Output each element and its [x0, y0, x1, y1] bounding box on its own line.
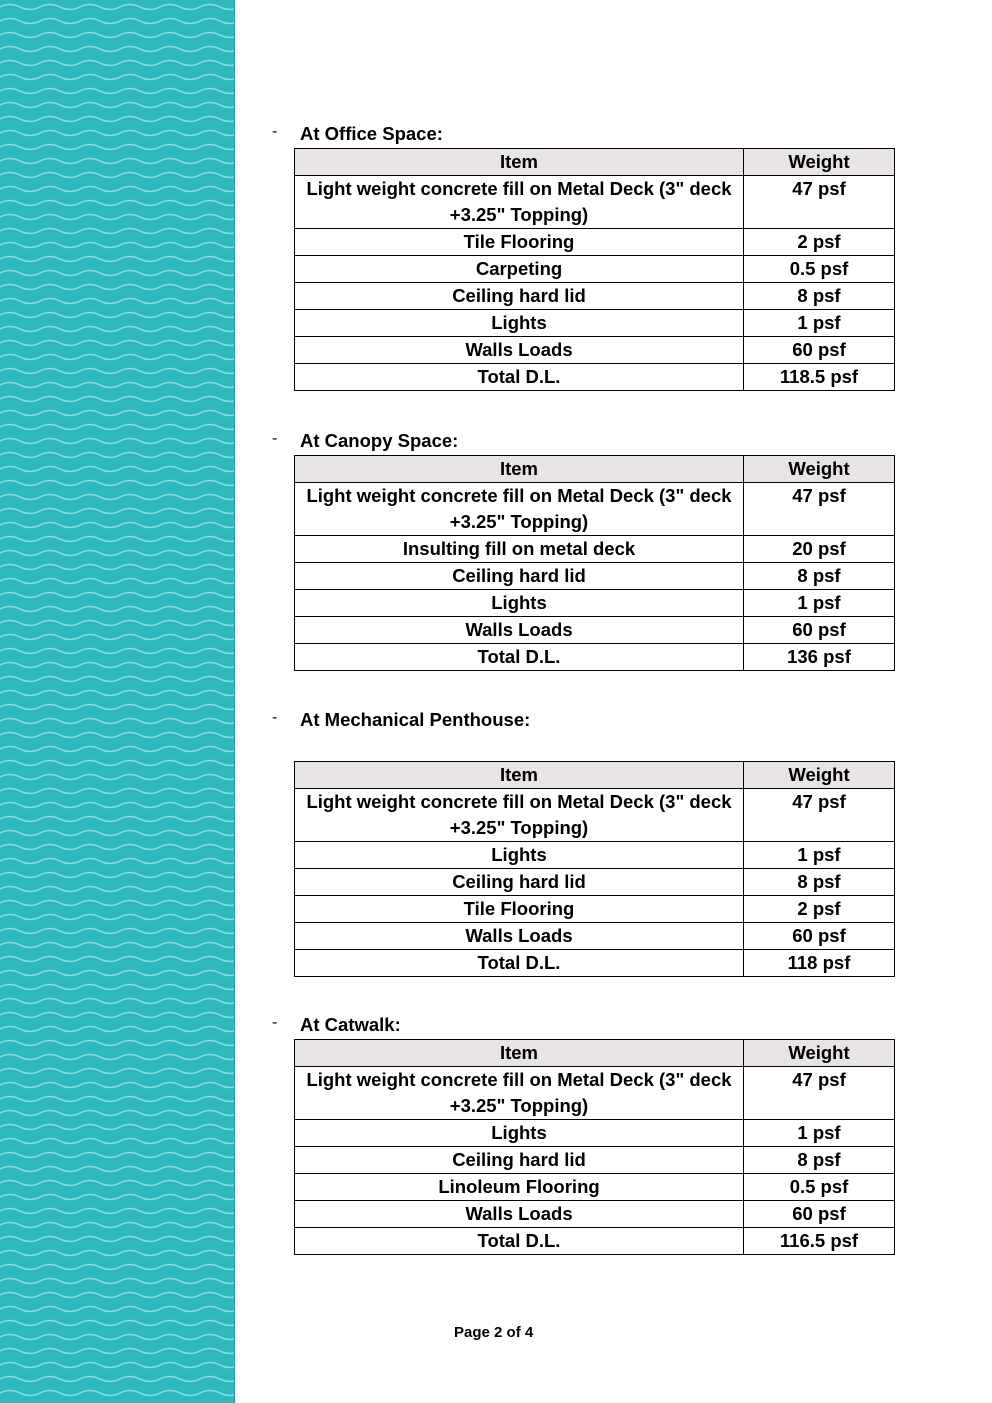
table-header-row [295, 762, 895, 789]
weight-cell: 2 psf [744, 896, 895, 923]
table-row [295, 896, 895, 923]
header-weight: Weight [744, 149, 895, 176]
table-header-row [295, 149, 895, 176]
header-weight: Weight [744, 762, 895, 789]
weight-cell: 1 psf [744, 1120, 895, 1147]
table-row [295, 337, 895, 364]
item-cell: Lights [295, 842, 744, 869]
weight-cell: 8 psf [744, 1147, 895, 1174]
table-total-row [295, 364, 895, 391]
header-weight: Weight [744, 456, 895, 483]
weight-cell: 8 psf [744, 283, 895, 310]
item-cell: Total D.L. [295, 950, 744, 977]
bullet-dash: - [272, 430, 278, 447]
item-cell: Ceiling hard lid [295, 1147, 744, 1174]
table-row [295, 229, 895, 256]
table-row [295, 176, 895, 229]
item-cell: Tile Flooring [295, 896, 744, 923]
weight-cell: 60 psf [744, 337, 895, 364]
header-item: Item [295, 1040, 744, 1067]
weight-cell: 1 psf [744, 590, 895, 617]
bullet-dash: - [272, 1014, 278, 1031]
table-row [295, 1201, 895, 1228]
section-heading [272, 430, 912, 452]
header-weight: Weight [744, 1040, 895, 1067]
item-cell: Light weight concrete fill on Metal Deck (3" deck +3.25" Topping) [295, 1067, 744, 1120]
table-row [295, 563, 895, 590]
section-heading [272, 123, 912, 145]
section-title: At Canopy Space: [300, 430, 459, 451]
item-cell: Walls Loads [295, 617, 744, 644]
section-heading [272, 1014, 912, 1036]
header-item: Item [295, 456, 744, 483]
header-item: Item [295, 762, 744, 789]
item-cell: Ceiling hard lid [295, 283, 744, 310]
item-cell: Lights [295, 1120, 744, 1147]
item-cell: Walls Loads [295, 923, 744, 950]
item-cell: Total D.L. [295, 644, 744, 671]
weight-cell: 1 psf [744, 310, 895, 337]
weight-cell: 8 psf [744, 869, 895, 896]
weight-cell: 8 psf [744, 563, 895, 590]
section-mechanical-penthouse [272, 709, 912, 973]
table-row [295, 1067, 895, 1120]
item-cell: Walls Loads [295, 337, 744, 364]
table-row [295, 1147, 895, 1174]
item-cell: Light weight concrete fill on Metal Deck (3" deck +3.25" Topping) [295, 483, 744, 536]
item-cell: Carpeting [295, 256, 744, 283]
item-cell: Lights [295, 310, 744, 337]
table-row [295, 923, 895, 950]
item-cell: Tile Flooring [295, 229, 744, 256]
section-office-space [272, 123, 912, 387]
weight-cell: 60 psf [744, 923, 895, 950]
table-row [295, 789, 895, 842]
item-cell: Light weight concrete fill on Metal Deck (3" deck +3.25" Topping) [295, 176, 744, 229]
weight-cell: 20 psf [744, 536, 895, 563]
dead-load-table [294, 148, 895, 391]
table-row [295, 256, 895, 283]
decorative-wave-sidebar [0, 0, 235, 1403]
weight-cell: 1 psf [744, 842, 895, 869]
item-cell: Ceiling hard lid [295, 563, 744, 590]
table-row [295, 536, 895, 563]
weight-cell: 47 psf [744, 1067, 895, 1120]
section-title: At Mechanical Penthouse: [300, 709, 531, 730]
table-row [295, 283, 895, 310]
weight-cell: 60 psf [744, 617, 895, 644]
weight-cell: 136 psf [744, 644, 895, 671]
item-cell: Total D.L. [295, 1228, 744, 1255]
section-title: At Catwalk: [300, 1014, 401, 1035]
table-row [295, 1174, 895, 1201]
dead-load-table [294, 761, 895, 977]
dead-load-table [294, 455, 895, 671]
section-heading [272, 709, 912, 731]
section-catwalk [272, 1014, 912, 1251]
item-cell: Light weight concrete fill on Metal Deck (3" deck +3.25" Topping) [295, 789, 744, 842]
table-row [295, 310, 895, 337]
weight-cell: 118 psf [744, 950, 895, 977]
table-row [295, 842, 895, 869]
table-row [295, 617, 895, 644]
table-total-row [295, 644, 895, 671]
weight-cell: 47 psf [744, 483, 895, 536]
table-row [295, 590, 895, 617]
weight-cell: 2 psf [744, 229, 895, 256]
table-row [295, 1120, 895, 1147]
table-total-row [295, 950, 895, 977]
weight-cell: 60 psf [744, 1201, 895, 1228]
section-title: At Office Space: [300, 123, 443, 144]
item-cell: Insulting fill on metal deck [295, 536, 744, 563]
table-row [295, 869, 895, 896]
item-cell: Total D.L. [295, 364, 744, 391]
item-cell: Linoleum Flooring [295, 1174, 744, 1201]
table-header-row [295, 1040, 895, 1067]
weight-cell: 47 psf [744, 176, 895, 229]
weight-cell: 116.5 psf [744, 1228, 895, 1255]
header-item: Item [295, 149, 744, 176]
table-row [295, 483, 895, 536]
weight-cell: 47 psf [744, 789, 895, 842]
weight-cell: 0.5 psf [744, 1174, 895, 1201]
page-number: Page 2 of 4 [454, 1324, 534, 1341]
dead-load-table [294, 1039, 895, 1255]
weight-cell: 118.5 psf [744, 364, 895, 391]
table-header-row [295, 456, 895, 483]
item-cell: Ceiling hard lid [295, 869, 744, 896]
section-canopy-space [272, 430, 912, 667]
weight-cell: 0.5 psf [744, 256, 895, 283]
table-total-row [295, 1228, 895, 1255]
bullet-dash: - [272, 709, 278, 726]
item-cell: Lights [295, 590, 744, 617]
bullet-dash: - [272, 123, 278, 140]
item-cell: Walls Loads [295, 1201, 744, 1228]
